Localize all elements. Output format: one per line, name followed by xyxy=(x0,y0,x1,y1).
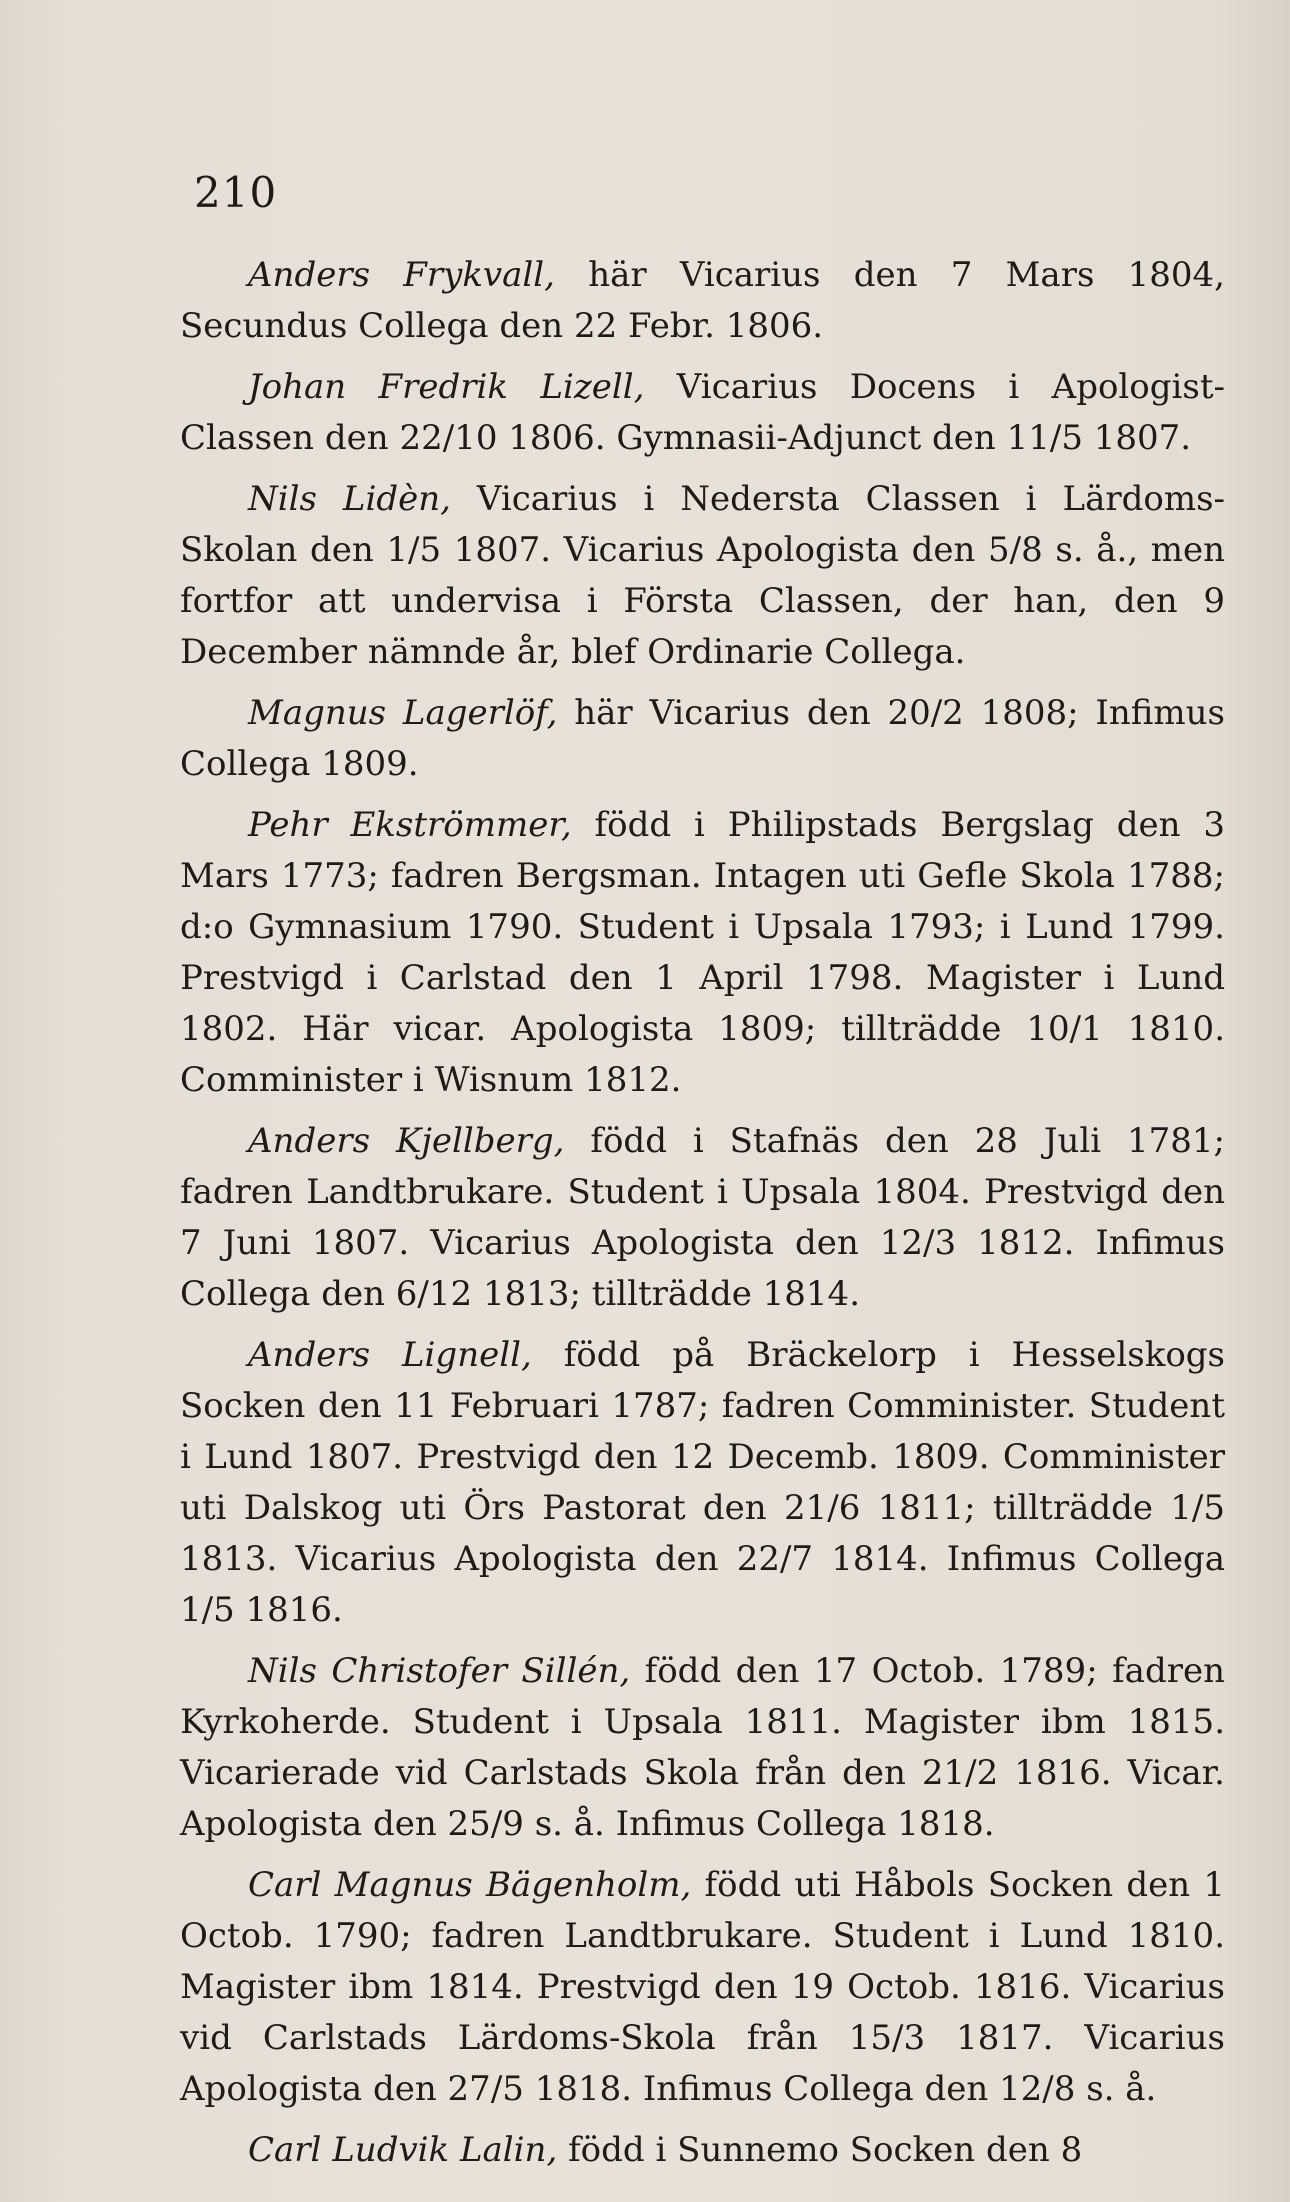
person-name: Anders Kjellberg, xyxy=(248,1121,565,1161)
entry-text: född i Stafnäs den 28 Juli 1781; fadren Landtbrukare. Student i Upsala 1804. Prestvigd den 7 Juni 1807. Vicarius Apologista den 12/3 1812. Infimus Collega den 6/12 1813; tillträdde 1814. xyxy=(180,1121,1225,1314)
person-name: Johan Fredrik Lizell, xyxy=(248,367,645,407)
biography-entry xyxy=(180,1860,1225,2115)
biography-entry xyxy=(180,250,1225,352)
biography-entry xyxy=(180,1330,1225,1636)
biography-entry xyxy=(180,1116,1225,1320)
person-name: Anders Fryk​vall, xyxy=(248,255,555,295)
person-name: Carl Ludvik Lalin, xyxy=(248,2130,558,2170)
biography-entry xyxy=(180,1646,1225,1850)
entry-text: här Vicarius den 7 Mars 1804, Secundus Collega den 22 Febr. 1806. xyxy=(180,255,1225,346)
entry-text: född uti Håbols Socken den 1 Octob. 1790; fadren Landtbrukare. Student i Lund 1810. Magister ibm 1814. Prestvigd den 19 Octob. 1816. Vicarius vid Carlstads Lärdoms-Skola från 15/3 1817. Vicarius Apologista den 27/5 1818. Infimus Collega den 12/8 s. å. xyxy=(180,1865,1225,2109)
page-number: 210 xyxy=(194,168,278,217)
biography-entry xyxy=(180,2125,1225,2176)
entry-text: född den 17 Octob. 1789; fadren Kyrkoherde. Student i Upsala 1811. Magister ibm 1815. Vicarierade vid Carlstads Skola från den 21/2 1816. Vicar. Apologista den 25/9 s. å. Infimus Collega 1818. xyxy=(180,1651,1225,1844)
entry-text: Vicarius i Nedersta Classen i Lärdoms-Skolan den 1/5 1807. Vicarius Apologista den 5/8 s. å., men fortfor att undervisa i Första Classen, der han, den 9 December nämnde år, blef Ordinarie Collega. xyxy=(180,479,1226,672)
biography-entry xyxy=(180,362,1225,464)
biography-list xyxy=(180,250,1225,2186)
person-name: Anders Lignell, xyxy=(248,1335,532,1375)
biography-entry xyxy=(180,800,1225,1106)
entry-text: Vicarius Docens i Apologist-Classen den 22/10 1806. Gymnasii-Adjunct den 11/5 1807. xyxy=(180,367,1226,458)
person-name: Nils Christofer Sillén, xyxy=(248,1651,631,1691)
entry-text: född på Bräckelorp i Hesselskogs Socken den 11 Februari 1787; fadren Comminister. Student i Lund 1807. Prestvigd den 12 Decemb. 1809. Comminister uti Dalskog uti Örs Pastorat den 21/6 1811; tillträdde 1/5 1813. Vicarius Apologista den 22/7 1814. Infimus Collega 1/5 1816. xyxy=(180,1335,1226,1630)
biography-entry xyxy=(180,474,1225,678)
person-name: Nils Lidèn, xyxy=(248,479,451,519)
person-name: Magnus Lagerlöf, xyxy=(248,693,558,733)
biography-entry xyxy=(180,688,1225,790)
entry-text: född i Sunnemo Socken den 8 xyxy=(557,2130,1083,2170)
person-name: Pehr Ekströmmer, xyxy=(248,805,572,845)
entry-text: född i Philipstads Bergslag den 3 Mars 1773; fadren Bergsman. Intagen uti Gefle Skola 1788; d:o Gymnasium 1790. Student i Upsala 1793; i Lund 1799. Prestvigd i Carlstad den 1 April 1798. Magister i Lund 1802. Här vicar. Apologista 1809; tillträdde 10/1 1810. Comminister i Wisnum 1812. xyxy=(180,805,1225,1100)
person-name: Carl Magnus Bägenholm, xyxy=(248,1865,692,1905)
entry-text: här Vicarius den 20/2 1808; Infimus Collega 1809. xyxy=(180,693,1225,784)
